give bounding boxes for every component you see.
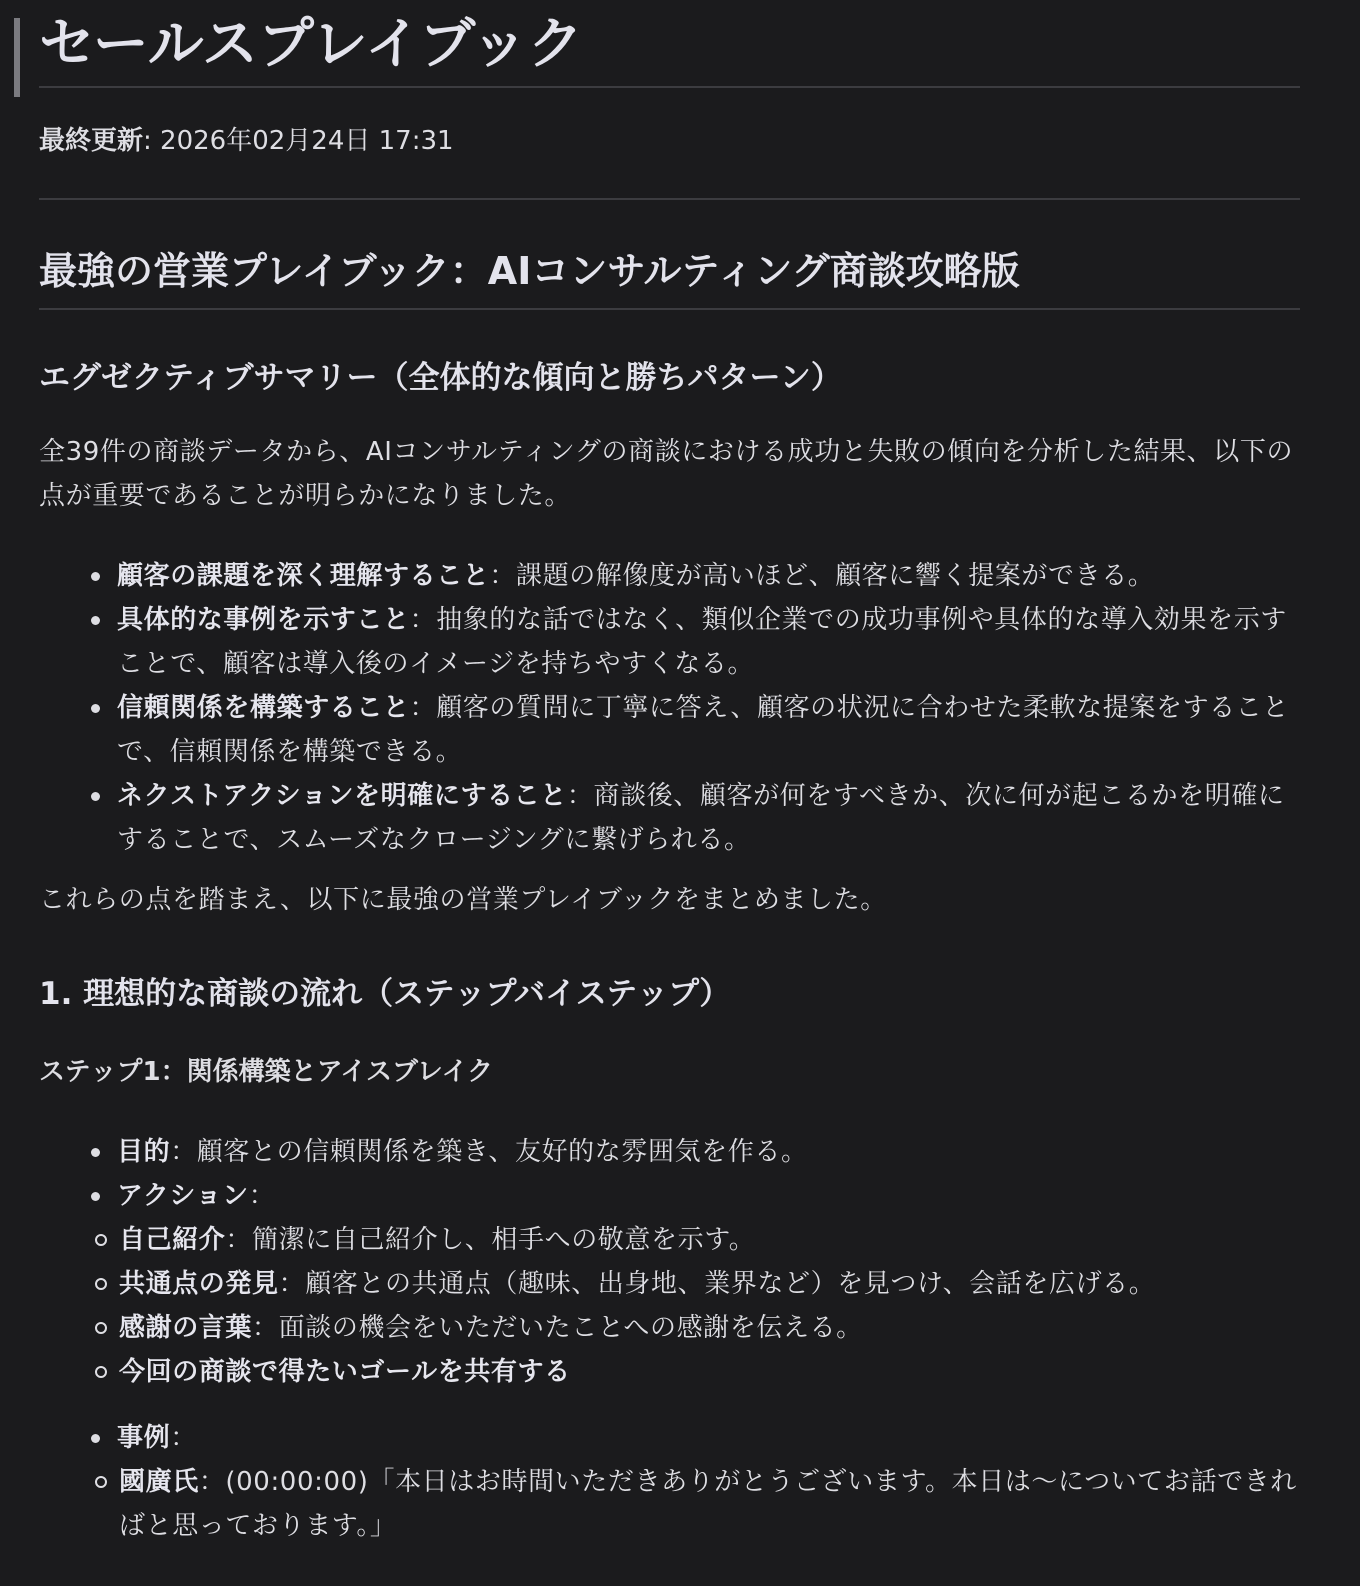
step1-action: [117, 1174, 1300, 1394]
step1-example-text: ：: [170, 1423, 197, 1453]
step1-action-lead: アクション: [117, 1181, 249, 1211]
step1-example: [117, 1416, 1300, 1548]
summary-point-lead: 具体的な事例を示すこと: [117, 605, 410, 635]
step1-purpose-lead: 目的: [117, 1137, 171, 1167]
last-updated-label: 最終更新: [39, 126, 144, 156]
step1-action-item-lead: 感謝の言葉: [119, 1313, 253, 1343]
summary-outro: これらの点を踏まえ、以下に最強の営業プレイブックをまとめました。: [39, 885, 887, 915]
summary-point-lead: 信頼関係を構築すること: [117, 693, 410, 723]
summary-points: [39, 554, 1300, 862]
step1-action-item-lead: 自己紹介: [119, 1225, 226, 1255]
step1-heading: ステップ1：関係構築とアイスブレイク: [39, 1057, 494, 1087]
step1-action-item-text: ：面談の機会をいただいたことへの感謝を伝える。: [252, 1313, 863, 1343]
summary-point-lead: ネクストアクションを明確にすること: [117, 781, 567, 811]
step1-list: [39, 1130, 1300, 1548]
summary-point-text: ：顧客の質問に丁寧に答え、顧客の状況に合わせた柔軟な提案をすることで、信頼関係を構築できる。: [117, 693, 1289, 767]
document-content: [39, 0, 1300, 1548]
step1-actions: [39, 1218, 1300, 1394]
summary-point-lead: 顧客の課題を深く理解すること: [117, 561, 490, 591]
summary-point: [117, 774, 1300, 862]
last-updated-value: : 2026年02月24日 17:31: [143, 126, 454, 156]
step1-action-item: [119, 1218, 1300, 1262]
summary-point-text: ：課題の解像度が高いほど、顧客に響く提案ができる。: [489, 561, 1155, 591]
step1-example-item-lead: 國廣氏: [119, 1467, 199, 1497]
summary-point: [117, 598, 1300, 686]
summary-heading: エグゼクティブサマリー（全体的な傾向と勝ちパターン）: [39, 360, 842, 396]
step1-action-text: ：: [248, 1181, 276, 1211]
step1-action-item-text: ：簡潔に自己紹介し、相手への敬意を示す。: [225, 1225, 756, 1255]
summary-point: [117, 554, 1300, 598]
step1-action-item-lead: 今回の商談で得たいゴールを共有する: [119, 1357, 571, 1387]
last-updated: [39, 88, 1300, 162]
step1-example-item: [119, 1460, 1300, 1548]
step1-examples: [39, 1460, 1300, 1548]
step1-action-item: [119, 1350, 1300, 1394]
summary-intro: 全39件の商談データから、AIコンサルティングの商談における成功と失敗の傾向を分析した結果、以下の点が重要であることが明らかになりました。: [39, 437, 1294, 511]
summary-point: [117, 686, 1300, 774]
step1-example-lead: 事例: [117, 1423, 171, 1453]
summary-point-text: ：抽象的な話ではなく、類似企業での成功事例や具体的な導入効果を示すことで、顧客は導入後のイメージを持ちやすくなる。: [117, 605, 1287, 679]
flow-heading: 1. 理想的な商談の流れ（ステップバイステップ）: [39, 976, 731, 1012]
summary-point-text: ：商談後、顧客が何をすべきか、次に何が起こるかを明確にすることで、スムーズなクロージングに繋げられる。: [117, 781, 1285, 855]
title-accent-bar: [14, 18, 20, 97]
step1-example-item-text: ：(00:00:00)「本日はお時間いただきありがとうございます。本日は〜についてお話できればと思っております。」: [119, 1467, 1297, 1541]
step1-purpose-text: ：顧客との信頼関係を築き、友好的な雰囲気を作る。: [170, 1137, 808, 1167]
step1-action-item-lead: 共通点の発見: [119, 1269, 279, 1299]
step1-purpose: [117, 1130, 1300, 1174]
main-heading: 最強の営業プレイブック：AIコンサルティング商談攻略版: [39, 200, 1300, 310]
step1-action-item: [119, 1262, 1300, 1306]
step1-action-item-text: ：顧客との共通点（趣味、出身地、業界など）を見つけ、会話を広げる。: [278, 1269, 1156, 1299]
step1-action-item: [119, 1306, 1300, 1350]
page-title: セールスプレイブック: [39, 0, 1300, 88]
